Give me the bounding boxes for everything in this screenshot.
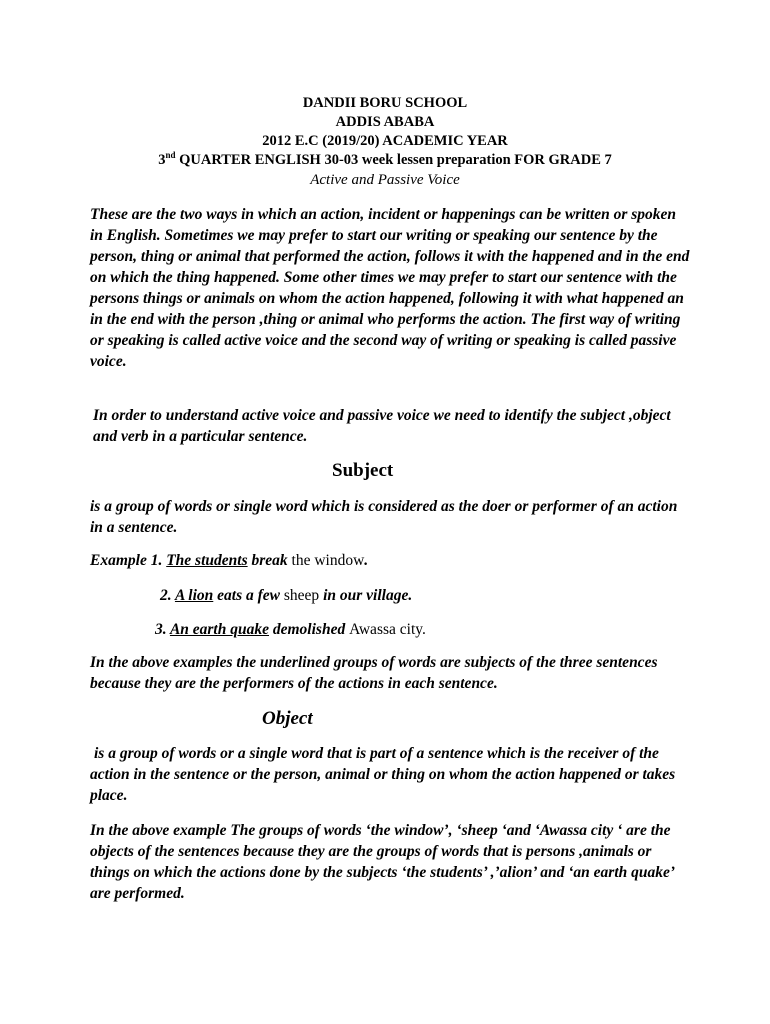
- subject-example-2: 2. A lion eats a few sheep in our village.: [160, 587, 413, 604]
- example-object: Awassa city.: [349, 621, 426, 638]
- quarter-number: 3: [158, 152, 166, 168]
- lesson-title: [0, 151, 770, 170]
- example-object: the window: [291, 552, 365, 569]
- object-heading: Object: [262, 708, 313, 729]
- example-subject: The students: [166, 552, 248, 569]
- school-name: DANDII BORU SCHOOL: [302, 95, 468, 111]
- subject-explanation: In the above examples the underlined groups of words are subjects of the three sentences because they are the performers of the actions in each sentence.: [90, 654, 658, 692]
- topic-subtitle: Active and Passive Voice: [310, 172, 460, 188]
- document-header: [0, 94, 770, 190]
- example-subject: An earth quake: [169, 621, 269, 638]
- intro-paragraph: These are the two ways in which an action, incident or happenings can be written or spoken in English. Sometimes we may prefer to start our writing or speaking our sentence by the person, thing or animal that performed the action, follows it with the happened and in the end on which the thing happened. Some other times we may prefer to start our sentence with the persons things or animals on whom the action happened, following it with what happened an in the end with the person ,thing or animal who performs the action. The first way of writing or speaking is called active voice and the second way of writing or speaking is called passive voice.: [90, 206, 690, 370]
- example-object: sheep: [283, 587, 320, 604]
- academic-year: 2012 E.C (2019/20) ACADEMIC YEAR: [262, 133, 508, 149]
- subject-heading: Subject: [332, 460, 394, 481]
- city-name: ADDIS ABABA: [335, 114, 435, 130]
- subject-example-3: 3. An earth quake demolished Awassa city.: [155, 621, 426, 638]
- example-subject: A lion: [174, 587, 214, 604]
- object-definition: is a group of words or a single word that is part of a sentence which is the receiver of the action in the sentence or the person, animal or thing on whom the action happened or takes place.: [90, 745, 676, 804]
- object-explanation: In the above example The groups of words ‘the window’, ‘sheep ‘and ‘Awassa city ‘ are the objects of the sentences because they are the groups of words that is persons ,animals or things on which the actions done by the subjects ‘the students’ ,’alion’ and ‘an earth quake’ are performed.: [90, 822, 674, 902]
- subject-definition: is a group of words or single word which is considered as the doer or performer of an action in a sentence.: [90, 498, 678, 536]
- subject-example-1: Example 1. The students break the window.: [90, 552, 369, 569]
- intro-paragraph-2: In order to understand active voice and passive voice we need to identify the subject ,object and verb in a particular sentence.: [93, 407, 671, 445]
- lesson-title-rest: QUARTER ENGLISH 30-03 week lessen preparation FOR GRADE 7: [175, 152, 612, 168]
- quarter-suffix: nd: [165, 150, 176, 161]
